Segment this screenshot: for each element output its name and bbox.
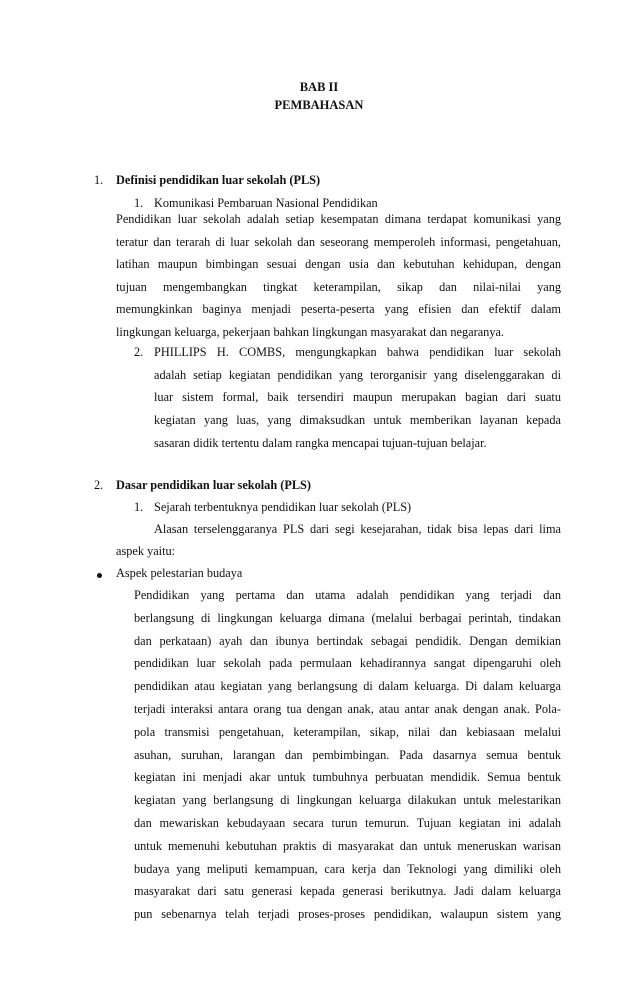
text-line: kegiatan ini menjadi akar untuk tumbuhnya perbuatan mendidik. Semua bentuk [134,770,561,785]
text-line: kegiatan yang luas, yang dimaksudkan untuk memberikan layanan kepada [154,413,561,428]
text-line: kegiatan yang berlangsung di lingkungan keluarga dilakukan untuk melestarikan [134,793,561,808]
text-line: budaya yang meliputi kemampuan, cara kerja dan Teknologi yang dimiliki oleh [134,861,561,876]
text-line: tujuan mengembangkan tingkat keterampilan, sikap dan nilai-nilai yang [116,279,561,294]
text-line: luar sistem formal, baik tersendiri maupun merupakan bagian dari suatu [154,390,561,405]
text-line: pendidikan atau kegiatan yang berlangsung di dalam keluarga. Di dalam keluarga [134,679,561,694]
section-2-sub-1-number: 1. [134,500,144,514]
text-line: untuk memenuhi kebutuhan praktis di masyarakat dan untuk meneruskan warisan [134,838,561,853]
chapter-title: PEMBAHASAN [274,98,364,112]
text-line: sasaran didik tertentu dalam rangka mencapai tujuan-tujuan belajar. [154,435,487,450]
text-line: Pendidikan yang pertama dan utama adalah pendidikan yang terjadi dan [134,588,561,602]
section-2-number: 2. [94,478,104,492]
text-line: teratur dan terarah di luar sekolah dan seseorang memperoleh informasi, pengetahuan, [116,234,561,249]
text-line: berlangsung di lingkungan keluarga dimana (melalui berbagai perintah, tindakan [134,610,561,625]
text-line: aspek yaitu: [116,544,176,558]
section-1-sub-2-number: 2. [134,345,144,359]
section-1-sub-1-title: Komunikasi Pembaruan Nasional Pendidikan [154,196,378,210]
bullet-title: Aspek pelestarian budaya [116,566,243,580]
text-line: latihan maupun bimbingan sesuai dengan usia dan kebutuhan kehidupan, dengan [116,257,561,272]
text-line: terjadi interaksi antara orang tua dengan anak, atau antar anak dengan anak. Pola- [134,702,561,716]
text-line: adalah setiap kegiatan pendidikan yang terorganisir yang diselenggarakan di [154,367,561,382]
text-line: dan perkataan) ayah dan ibunya bertindak sebagai pendidik. Dengan demikian [134,633,561,648]
section-2-sub-1-title: Sejarah terbentuknya pendidikan luar sekolah (PLS) [154,500,412,514]
text-line: pun sebenarnya telah terjadi proses-proses pendidikan, walaupun sistem yang [134,907,561,922]
section-1-number: 1. [94,173,104,187]
text-line: asuhan, suruhan, larangan dan pembimbingan. Pada dasarnya semua bentuk [134,747,561,762]
text-line: Pendidikan luar sekolah adalah setiap kesempatan dimana terdapat komunikasi yang [116,212,561,226]
bullet-dot-icon [97,573,102,578]
chapter-label: BAB II [299,80,339,94]
text-line: memungkinkan baginya menjadi peserta-peserta yang efisien dan efektif dalam [116,302,561,317]
text-line: Alasan terselenggaranya PLS dari segi kesejarahan, tidak bisa lepas dari lima [154,522,561,536]
text-line: dan mewariskan kebudayaan secara turun temurun. Tujuan kegiatan ini adalah [134,816,561,830]
section-1-sub-1-number: 1. [134,196,144,210]
text-line: lingkungan keluarga, pekerjaan bahkan lingkungan masyarakat dan negaranya. [116,325,505,339]
text-line: PHILLIPS H. COMBS, mengungkapkan bahwa pendidikan luar sekolah [154,345,561,359]
text-line: masyarakat dari satu generasi kepada generasi berikutnya. Jadi dalam keluarga [134,884,561,899]
text-line: pola transmisi pengetahuan, keterampilan, sikap, nilai dan kebiasaan melalui [134,724,561,739]
section-2-title: Dasar pendidikan luar sekolah (PLS) [116,478,311,492]
text-line: pendidikan luar sekolah pada permulaan kehadirannya sangat dipengaruhi oleh [134,656,561,671]
section-1-title: Definisi pendidikan luar sekolah (PLS) [116,173,321,187]
